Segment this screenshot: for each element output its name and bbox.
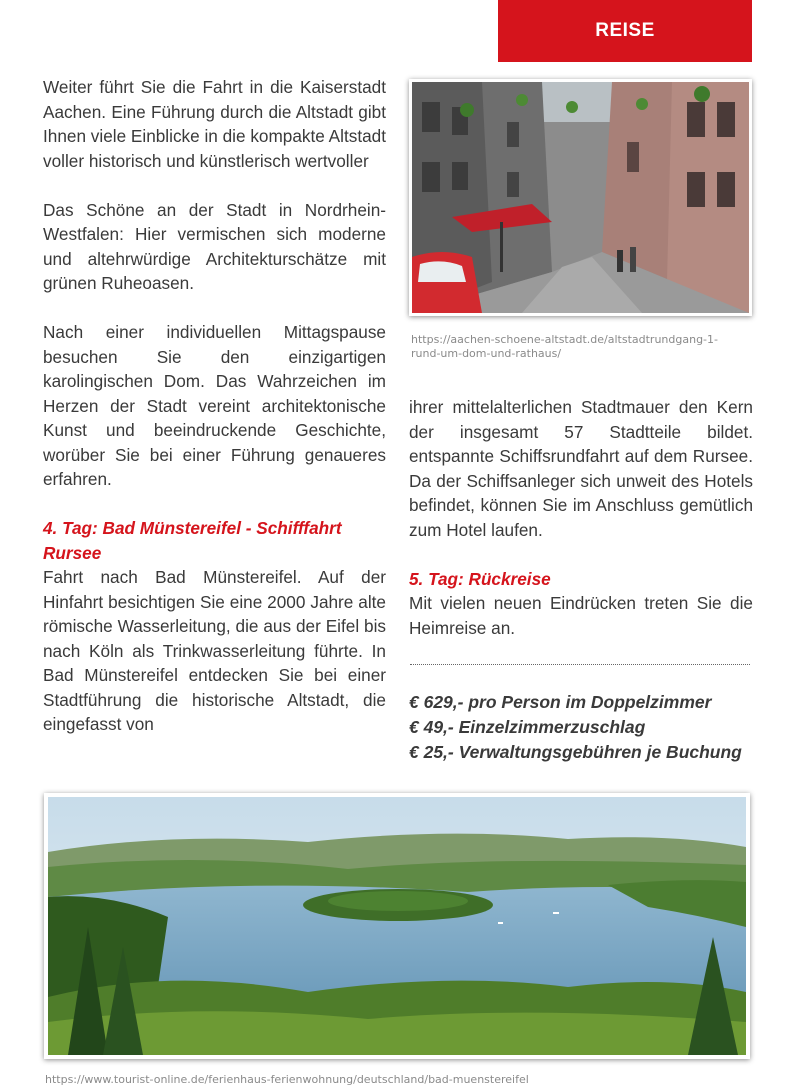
price-single-supplement: € 49,- Einzelzimmerzuschlag — [409, 717, 646, 737]
price-double-room: € 629,- pro Person im Doppelzimmer — [409, 692, 712, 712]
paragraph-rueckreise: Mit vielen neuen Eindrücken treten Sie die Heimreise an. — [409, 593, 753, 638]
price-list — [409, 690, 769, 765]
section-tag: REISE — [498, 0, 752, 62]
photo2-caption[interactable]: https://www.tourist-online.de/ferienhaus-ferienwohnung/deutschland/bad-muenstereifel — [45, 1073, 529, 1086]
paragraph-dom: Nach einer individuellen Mittagspause besuchen Sie den einzigartigen karolingischen Dom. Das Wahrzeichen im Herzen der Stadt vereint architektonische Kunst und beeindruckende Geschichte, worüber Sie bei einer Führung genaueres erfahren. — [43, 322, 386, 489]
paragraph-nrw: Das Schöne an der Stadt in Nordrhein-Westfalen: Hier vermischen sich moderne und altehrwürdige Architekturschätze mit grünen Ruheoasen. — [43, 199, 386, 293]
paragraph-stadtmauer: ihrer mittelalterlichen Stadtmauer den Kern der insgesamt 57 Stadtteile bildet. entspannte Schiffsrundfahrt auf dem Rursee. Da der Schiffsanleger sich unweit des Hotels befindet, können Sie im Anschluss gemütlich zum Hotel laufen. — [409, 397, 753, 540]
rursee-landscape-photo — [44, 793, 750, 1059]
aachen-street-photo — [409, 79, 752, 316]
paragraph-muenstereifel: Fahrt nach Bad Münstereifel. Auf der Hinfahrt besichtigen Sie eine 2000 Jahre alte römische Wasserleitung, die aus der Eifel bis nach Köln als Trinkwasserleitung führte. In Bad Münstereifel entdecken Sie bei einer Stadtführung die historische Altstadt, die eingefasst von — [43, 567, 386, 734]
price-admin-fee: € 25,- Verwaltungsgebühren je Buchung — [409, 742, 742, 762]
day5-heading: 5. Tag: Rückreise — [409, 568, 551, 589]
paragraph-aachen: Weiter führt Sie die Fahrt in die Kaiserstadt Aachen. Eine Führung durch die Altstadt gibt Ihnen viele Einblicke in die kompakte Altstadt voller historisch und künstlerisch wertvoller — [43, 77, 386, 171]
day4-heading: 4. Tag: Bad Münstereifel - Schifffahrt Rursee — [43, 518, 342, 563]
right-column — [409, 395, 753, 640]
left-column — [43, 75, 386, 737]
dotted-divider — [410, 664, 750, 665]
photo1-caption[interactable]: https://aachen-schoene-altstadt.de/altstadtrundgang-1-rund-um-dom-und-rathaus/ — [411, 333, 718, 360]
